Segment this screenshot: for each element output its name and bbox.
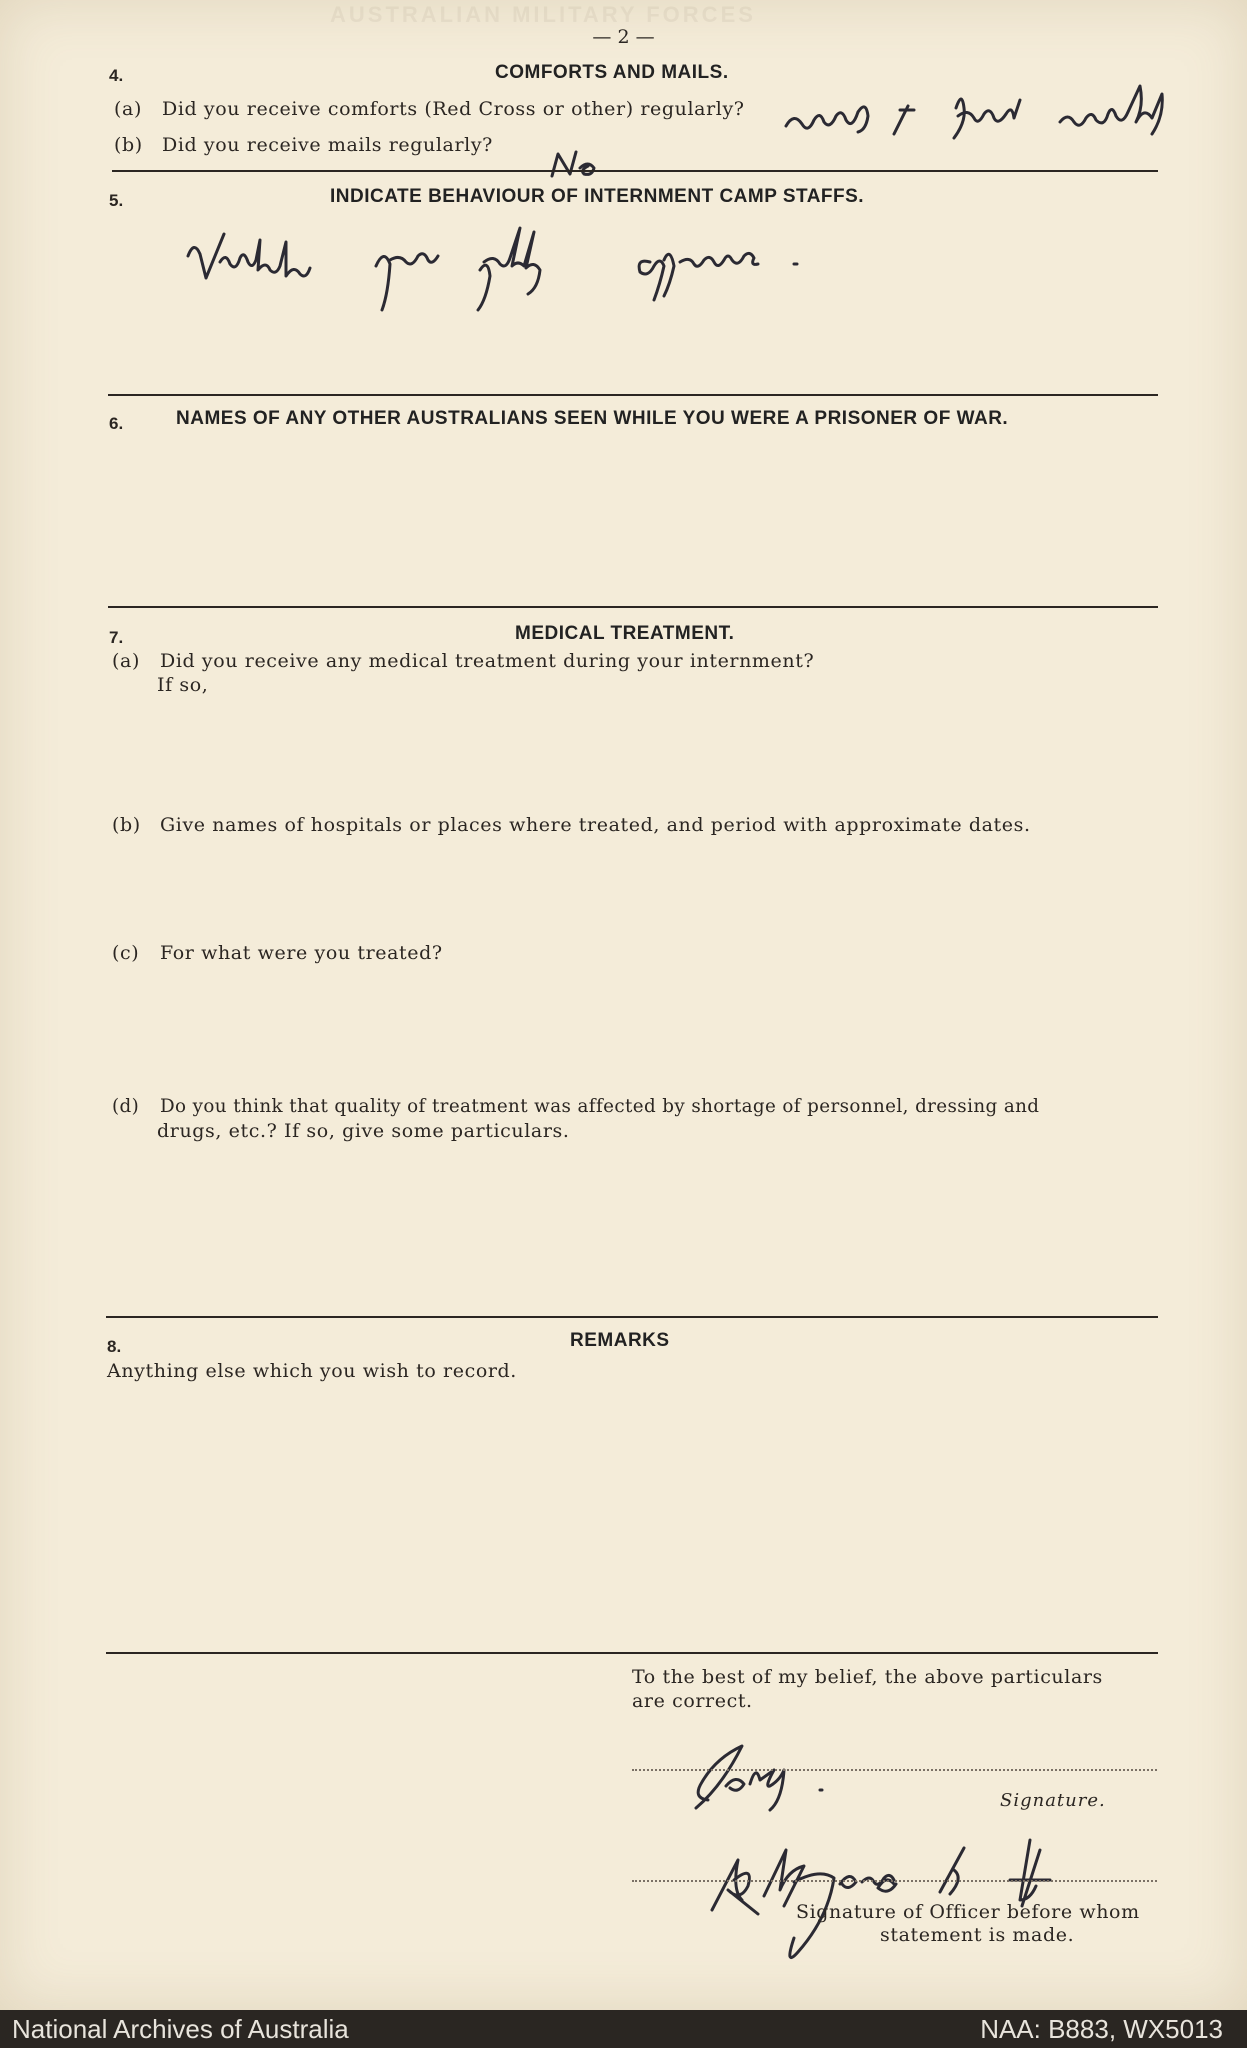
section-7-question-a-continued: If so, [157,674,209,696]
section-4-number: 4. [109,66,124,85]
section-8-number: 8. [107,1337,122,1356]
section-divider [108,606,1158,608]
section-8-heading: REMARKS [570,1330,670,1351]
handwritten-answer-comforts [780,86,1200,156]
section-6-heading: NAMES OF ANY OTHER AUSTRALIANS SEEN WHILE YOU WERE A PRISONER OF WAR. [176,408,1009,429]
section-7-number: 7. [109,628,124,647]
question-text: Give names of hospitals or places where treated, and period with approximate dates. [160,814,1031,836]
question-text: Do you think that quality of treatment was affected by shortage of personnel, dressing and [160,1096,1040,1117]
section-4-heading: COMFORTS AND MAILS. [495,62,729,83]
question-text: Did you receive any medical treatment during your internment? [160,650,815,672]
section-4-question-a [114,98,745,120]
question-label: (b) [112,814,141,836]
question-label: (c) [112,942,140,964]
bleed-through-header: AUSTRALIAN MILITARY FORCES [330,2,756,27]
section-7-question-b [112,814,1031,836]
declaration-line-2: are correct. [632,1690,753,1712]
handwritten-answer-behaviour [180,226,840,316]
question-text: Did you receive mails regularly? [162,134,493,156]
archive-footer [0,2010,1247,2048]
question-text: Did you receive comforts (Red Cross or other) regularly? [162,98,745,120]
section-7-question-a [112,650,814,672]
question-label: (b) [114,134,143,156]
signature-line [632,1769,1157,1771]
officer-signature-caption-continued: statement is made. [880,1924,1075,1946]
question-text: For what were you treated? [160,942,443,964]
section-7-question-d-continued: drugs, etc.? If so, give some particulars. [157,1120,570,1142]
section-7-question-c [112,942,443,964]
officer-signature-caption: Signature of Officer before whom [796,1901,1140,1923]
question-label: (a) [114,98,142,120]
section-divider [108,394,1158,396]
archive-name: National Archives of Australia [12,2014,349,2044]
signature-caption: Signature. [1000,1790,1106,1811]
archive-reference: NAA: B883, WX5013 [980,2014,1223,2044]
question-label: (d) [112,1096,140,1117]
handwritten-signature-member [680,1730,860,1820]
section-8-prompt: Anything else which you wish to record. [107,1360,517,1382]
officer-signature-line [632,1880,1157,1882]
section-7-heading: MEDICAL TREATMENT. [515,623,735,644]
section-5-heading: INDICATE BEHAVIOUR OF INTERNMENT CAMP STAFFS. [330,186,865,207]
declaration-line-1: To the best of my belief, the above particulars [632,1666,1103,1688]
page-number: — 2 — [592,26,655,48]
question-label: (a) [112,650,140,672]
section-divider [112,170,1158,172]
handwritten-answer-mails [548,146,608,180]
section-6-number: 6. [109,414,124,433]
section-7-question-d [112,1096,1039,1117]
section-5-number: 5. [109,191,124,210]
section-divider [106,1652,1158,1654]
section-4-question-b [114,134,493,156]
section-divider [106,1316,1158,1318]
